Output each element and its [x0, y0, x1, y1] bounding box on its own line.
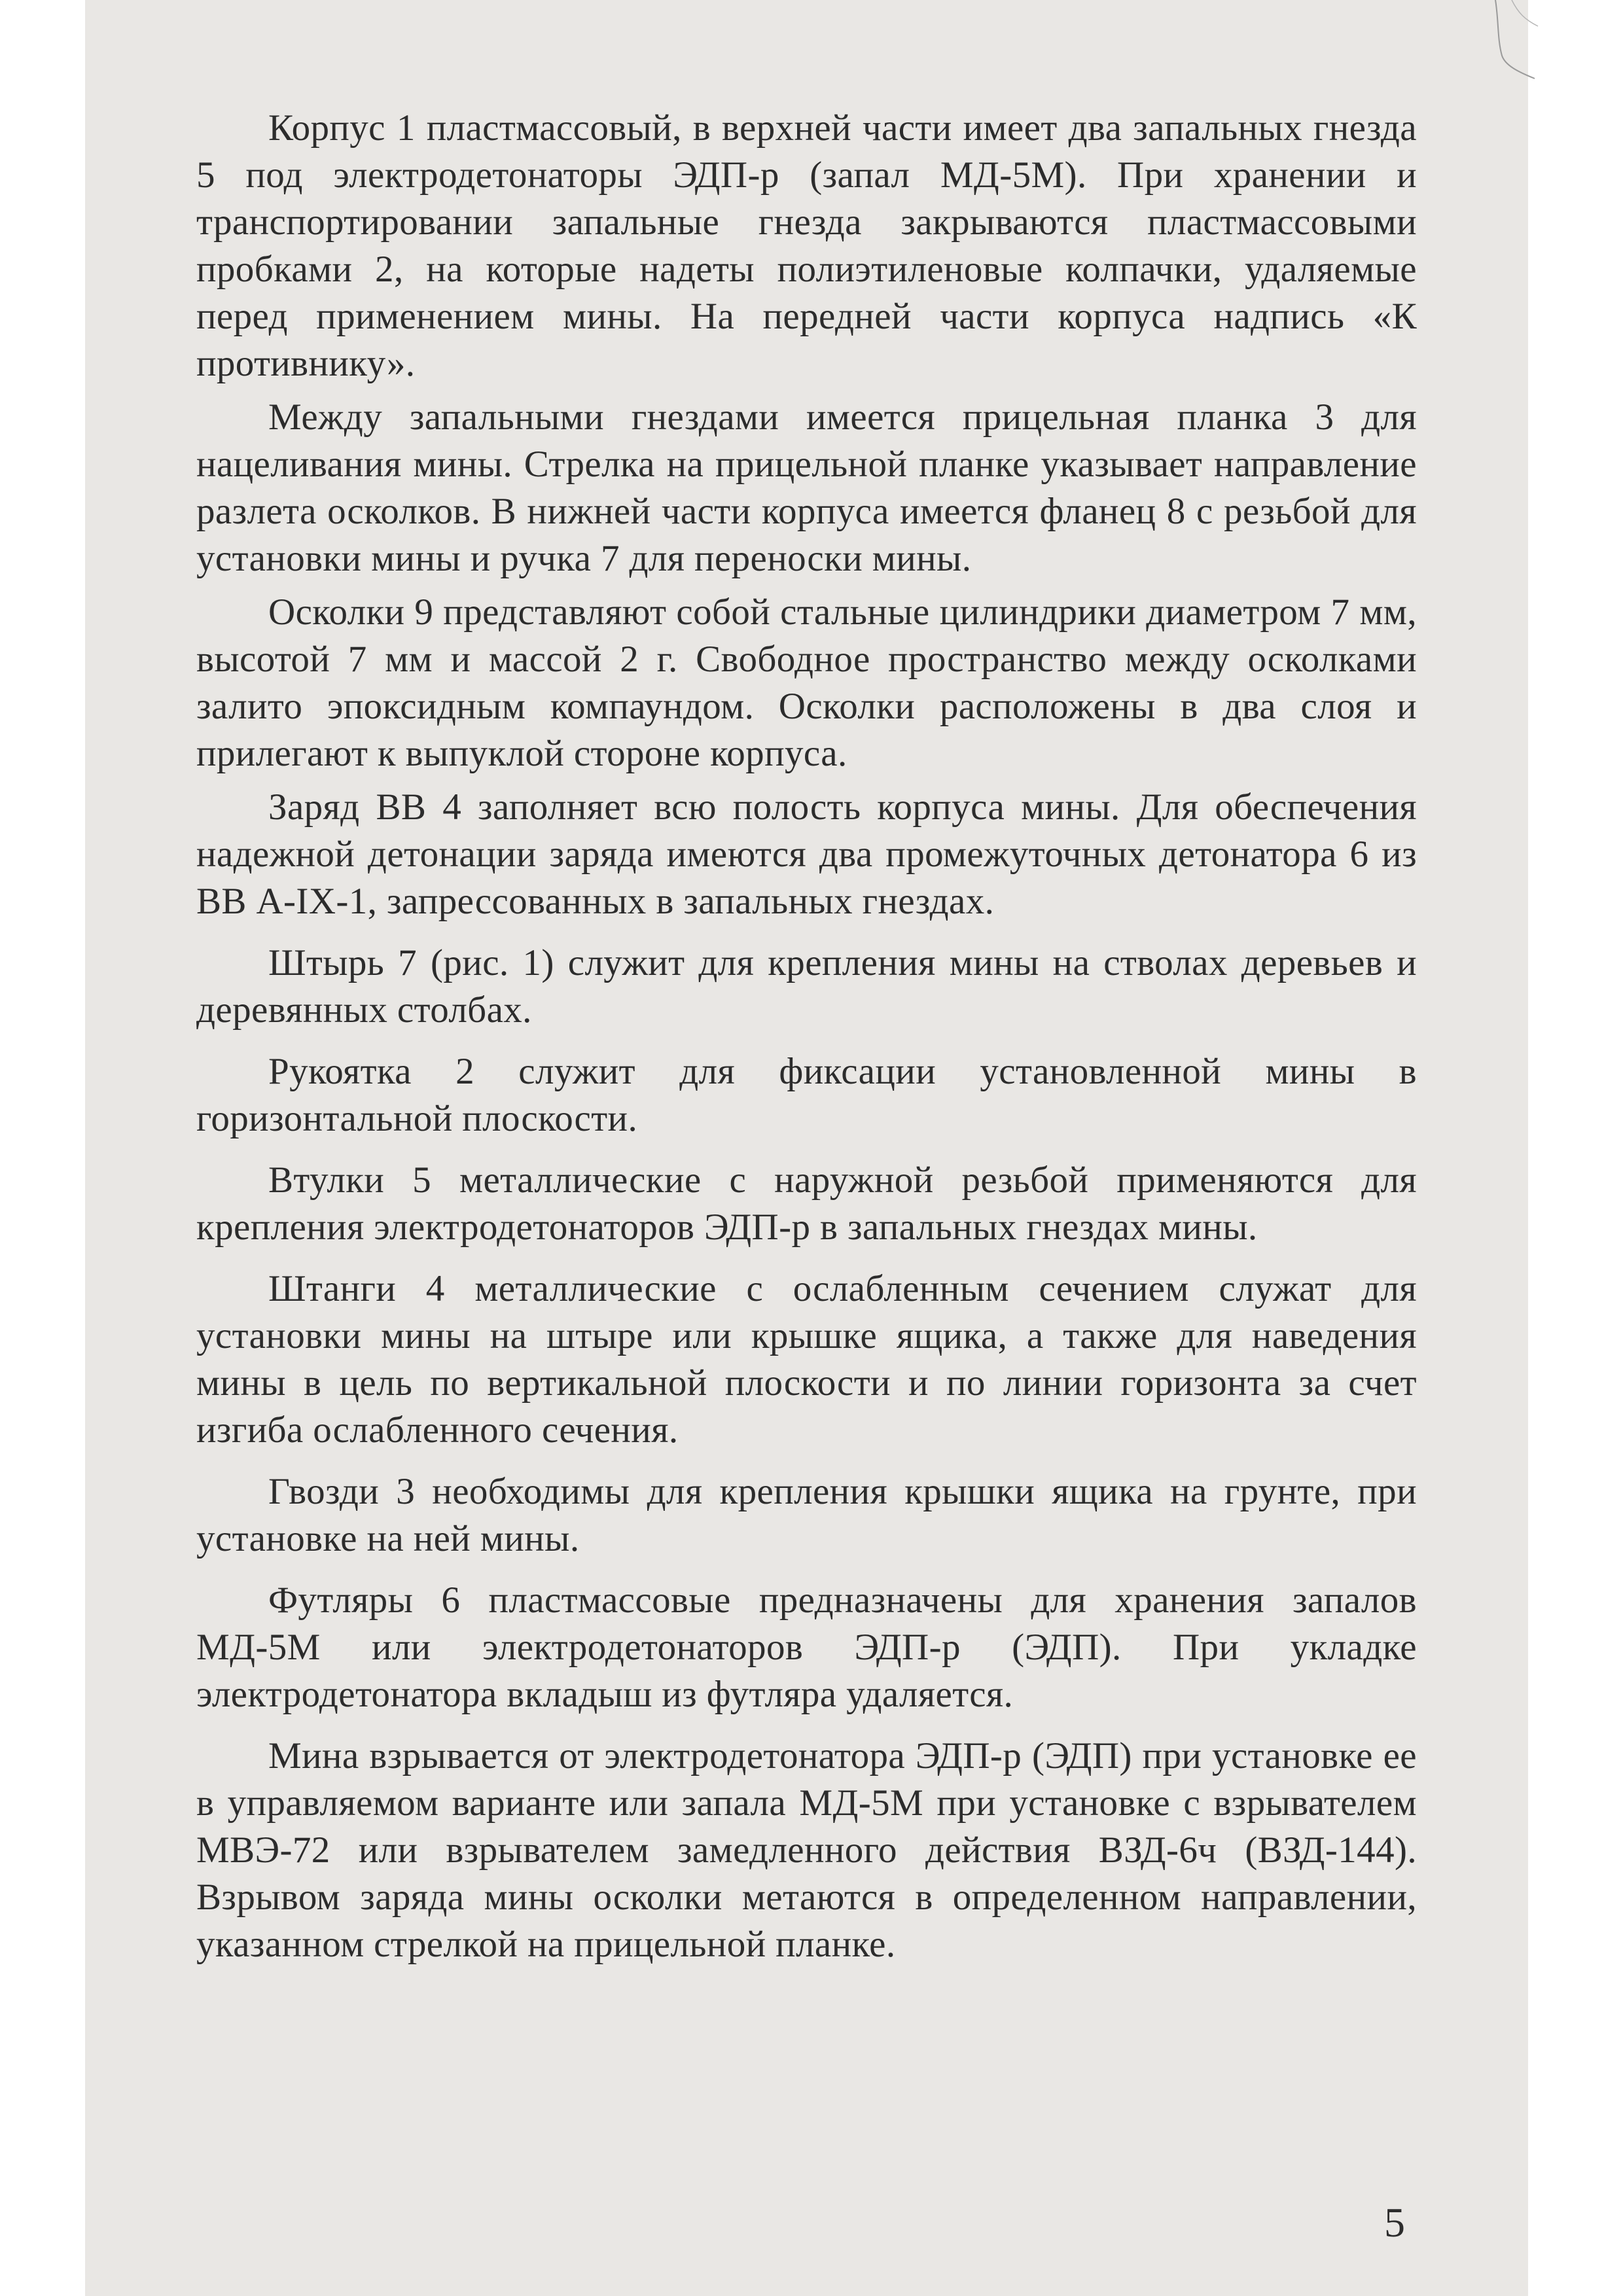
paragraph-gvozdi: Гвозди 3 необходимы для крепления крышки ящика на грунте, при установке на ней мины.: [196, 1471, 1417, 1559]
paragraph-mina-vzryvaetsya: Мина взрывается от электродетонатора ЭДП-р (ЭДП) при установке ее в управляемом варианте или запала МД-5М при установке с взрывателем МВЭ-72 или взрывателем замедленного действия ВЗД-6ч (ВЗД-144). Взрывом заряда мины осколки метаются в определенном направлении, указанном стрелкой на прицельной планке.: [196, 1735, 1417, 1965]
body-text: [196, 105, 1417, 1968]
scan-margin-right: [1528, 0, 1623, 2296]
paragraph-shtangi: Штанги 4 металлические с ослабленным сечением служат для установки мины на штыре или крышке ящика, а также для наведения мины в цель по вертикальной плоскости и по линии горизонта за счет изгиба ослабленного сечения.: [196, 1268, 1417, 1451]
paragraph-rukoyatka: Рукоятка 2 служит для фиксации установленной мины в горизонтальной плоскости.: [196, 1051, 1417, 1139]
paragraph-zaryad: Заряд ВВ 4 заполняет всю полость корпуса мины. Для обеспечения надежной детонации заряда имеются два промежуточных детонатора 6 из ВВ А-IX-1, запрессованных в запальных гнездах.: [196, 786, 1417, 922]
paragraph-futlyary: Футляры 6 пластмассовые предназначены для хранения запалов МД-5М или электродетонаторов ЭДП-р (ЭДП). При укладке электродетонатора вкладыш из футляра удаляется.: [196, 1580, 1417, 1715]
paragraph-oskolki: Осколки 9 представляют собой стальные цилиндрики диаметром 7 мм, высотой 7 мм и массой 2 г. Свободное пространство между осколками залито эпоксидным компаундом. Осколки расположены в два слоя и прилегают к выпуклой стороне корпуса.: [196, 592, 1417, 774]
paragraph-korpus: Корпус 1 пластмассовый, в верхней части имеет два запальных гнезда 5 под электродетонаторы ЭДП-р (запал МД-5М). При хранении и транспортировании запальные гнезда закрываются пластмассовыми пробками 2, на которые надеты полиэтиленовые колпачки, удаляемые перед применением мины. На передней части корпуса надпись «К противнику».: [196, 107, 1417, 384]
paragraph-vtulki: Втулки 5 металлические с наружной резьбой применяются для крепления электродетонаторов ЭДП-р в запальных гнездах мины.: [196, 1159, 1417, 1248]
page-number: 5: [1384, 2199, 1405, 2246]
scan-margin-left: [0, 0, 85, 2296]
paragraph-shtyr: Штырь 7 (рис. 1) служит для крепления мины на стволах деревьев и деревянных столбах.: [196, 942, 1417, 1031]
paragraph-pritselnaya-planka: Между запальными гнездами имеется прицельная планка 3 для нацеливания мины. Стрелка на прицельной планке указывает направление разлета осколков. В нижней части корпуса имеется фланец 8 с резьбой для установки мины и ручка 7 для переноски мины.: [196, 397, 1417, 579]
corner-pencil-mark: [1472, 0, 1544, 98]
